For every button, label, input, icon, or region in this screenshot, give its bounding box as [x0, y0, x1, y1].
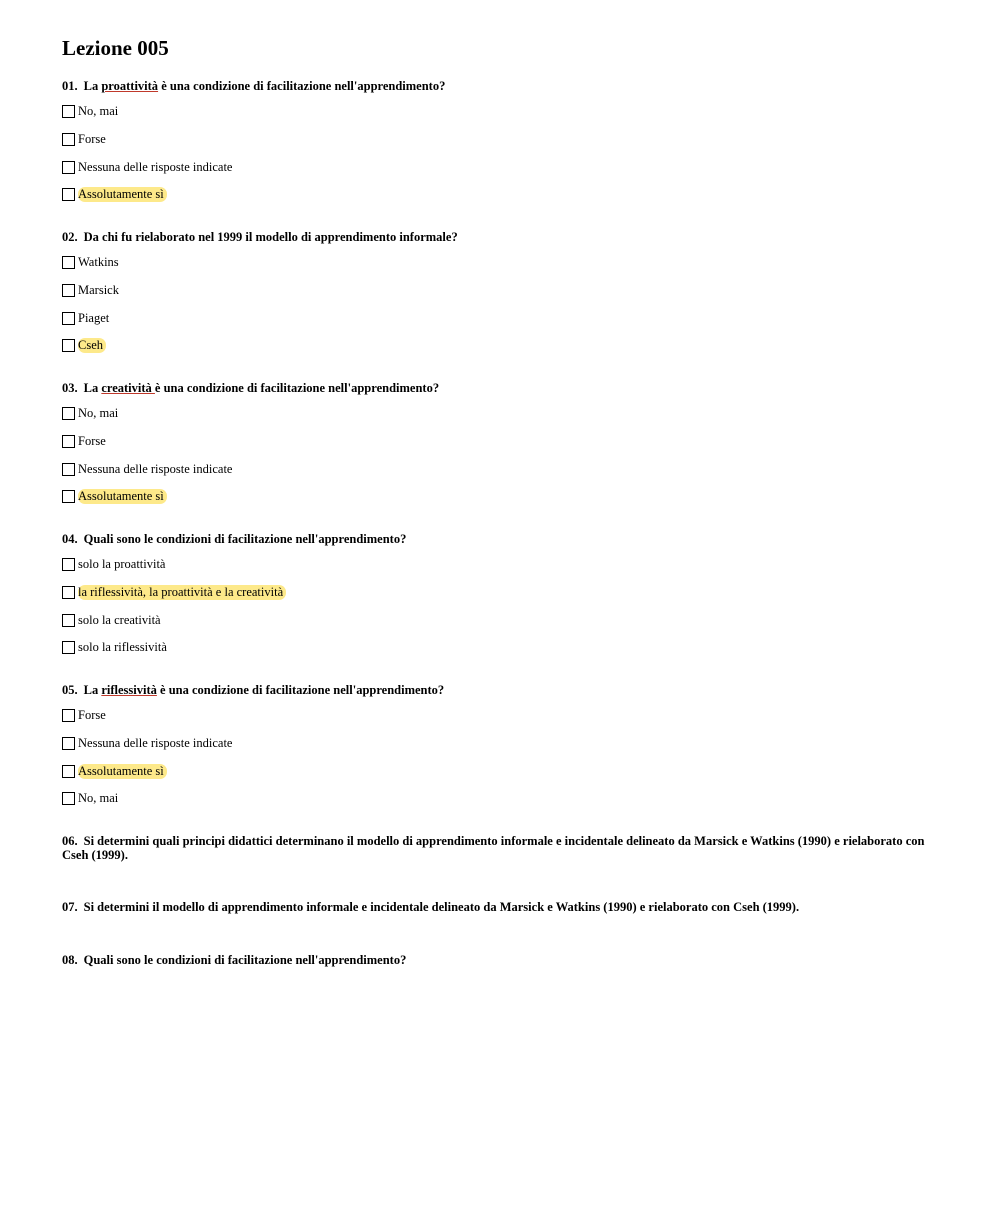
answer-label: Nessuna delle risposte indicate	[78, 159, 233, 174]
answer-option[interactable]	[62, 730, 942, 758]
answer-checkbox[interactable]	[62, 284, 75, 297]
answer-checkbox[interactable]	[62, 792, 75, 805]
answer-option-correct[interactable]	[62, 579, 942, 607]
answer-option[interactable]	[62, 428, 942, 456]
options-list	[62, 98, 942, 209]
question-body: Si determini il modello di apprendimento informale e incidentale delineato da Marsick e Watkins (1990) e rielaborato con Cseh (1999).	[83, 900, 800, 914]
options-list	[62, 400, 942, 511]
question-03	[62, 381, 942, 511]
answer-label: No, mai	[78, 104, 119, 119]
question-text	[62, 834, 942, 862]
question-01	[62, 79, 942, 209]
answer-checkbox[interactable]	[62, 312, 75, 325]
question-number: 02.	[62, 230, 78, 244]
question-text	[62, 79, 942, 93]
question-number: 07.	[62, 900, 78, 914]
question-body: Da chi fu rielaborato nel 1999 il modello di apprendimento informale?	[83, 230, 458, 244]
answer-checkbox[interactable]	[62, 435, 75, 448]
question-06	[62, 834, 942, 862]
question-04	[62, 532, 942, 662]
answer-checkbox[interactable]	[62, 709, 75, 722]
question-number: 03.	[62, 381, 78, 395]
options-list	[62, 702, 942, 813]
question-suffix: è una condizione di facilitazione nell'apprendimento?	[158, 79, 446, 93]
options-list	[62, 249, 942, 360]
answer-option[interactable]	[62, 785, 942, 813]
question-prefix: La	[83, 381, 102, 395]
question-text	[62, 381, 942, 395]
question-suffix: è una condizione di facilitazione nell'apprendimento?	[154, 381, 440, 395]
answer-option[interactable]	[62, 702, 942, 730]
answer-label: solo la riflessività	[78, 640, 167, 655]
answer-option[interactable]	[62, 304, 942, 332]
question-07	[62, 900, 942, 914]
answer-label: No, mai	[78, 406, 119, 421]
question-number: 08.	[62, 953, 78, 967]
question-number: 06.	[62, 834, 78, 848]
answer-checkbox[interactable]	[62, 765, 75, 778]
question-05	[62, 683, 942, 813]
answer-option[interactable]	[62, 551, 942, 579]
answer-option-correct[interactable]	[62, 181, 942, 209]
question-prefix: La	[83, 79, 102, 93]
answer-option-correct[interactable]	[62, 332, 942, 360]
answer-checkbox[interactable]	[62, 188, 75, 201]
answer-label-highlighted: la riflessività, la proattività e la creatività	[78, 585, 286, 600]
question-body: Quali sono le condizioni di facilitazione nell'apprendimento?	[83, 532, 407, 546]
question-text	[62, 532, 942, 546]
answer-label: Marsick	[78, 283, 119, 298]
question-body: Si determini quali principi didattici determinano il modello di apprendimento informale e incidentale delineato da Marsick e Watkins (1990) e rielaborato con Cseh (1999).	[62, 834, 925, 862]
answer-label-highlighted: Assolutamente sì	[78, 764, 167, 779]
question-keyword: creatività	[101, 381, 155, 395]
answer-label: No, mai	[78, 791, 119, 806]
answer-option[interactable]	[62, 606, 942, 634]
answer-label-highlighted: Assolutamente sì	[78, 489, 167, 504]
answer-label: Watkins	[78, 255, 119, 270]
answer-label: Forse	[78, 132, 106, 147]
answer-checkbox[interactable]	[62, 641, 75, 654]
answer-label-highlighted: Assolutamente sì	[78, 187, 167, 202]
answer-checkbox[interactable]	[62, 133, 75, 146]
answer-label-highlighted: Cseh	[78, 338, 106, 353]
answer-option[interactable]	[62, 249, 942, 277]
answer-checkbox[interactable]	[62, 105, 75, 118]
answer-checkbox[interactable]	[62, 586, 75, 599]
question-text	[62, 900, 942, 914]
answer-checkbox[interactable]	[62, 614, 75, 627]
question-keyword: riflessività	[101, 683, 157, 697]
question-keyword: proattività	[101, 79, 159, 93]
answer-option[interactable]	[62, 277, 942, 305]
answer-checkbox[interactable]	[62, 558, 75, 571]
answer-option[interactable]	[62, 126, 942, 154]
question-prefix: La	[83, 683, 102, 697]
options-list	[62, 551, 942, 662]
answer-option[interactable]	[62, 153, 942, 181]
answer-checkbox[interactable]	[62, 490, 75, 503]
question-text	[62, 953, 942, 967]
answer-option[interactable]	[62, 98, 942, 126]
answer-label: Nessuna delle risposte indicate	[78, 736, 233, 751]
answer-option-correct[interactable]	[62, 483, 942, 511]
question-08	[62, 953, 942, 967]
answer-label: Piaget	[78, 310, 110, 325]
answer-label: solo la creatività	[78, 612, 161, 627]
question-text	[62, 683, 942, 697]
answer-checkbox[interactable]	[62, 256, 75, 269]
question-suffix: è una condizione di facilitazione nell'apprendimento?	[156, 683, 445, 697]
answer-checkbox[interactable]	[62, 463, 75, 476]
answer-option[interactable]	[62, 400, 942, 428]
answer-checkbox[interactable]	[62, 161, 75, 174]
question-number: 05.	[62, 683, 78, 697]
answer-label: solo la proattività	[78, 557, 166, 572]
question-text	[62, 230, 942, 244]
answer-checkbox[interactable]	[62, 407, 75, 420]
answer-option-correct[interactable]	[62, 757, 942, 785]
answer-label: Nessuna delle risposte indicate	[78, 461, 233, 476]
page-title: Lezione 005	[62, 36, 169, 60]
answer-checkbox[interactable]	[62, 339, 75, 352]
answer-option[interactable]	[62, 455, 942, 483]
question-number: 01.	[62, 79, 78, 93]
question-02	[62, 230, 942, 360]
question-number: 04.	[62, 532, 78, 546]
answer-label: Forse	[78, 434, 106, 449]
question-body: Quali sono le condizioni di facilitazione nell'apprendimento?	[83, 953, 407, 967]
answer-option[interactable]	[62, 634, 942, 662]
answer-label: Forse	[78, 708, 106, 723]
answer-checkbox[interactable]	[62, 737, 75, 750]
